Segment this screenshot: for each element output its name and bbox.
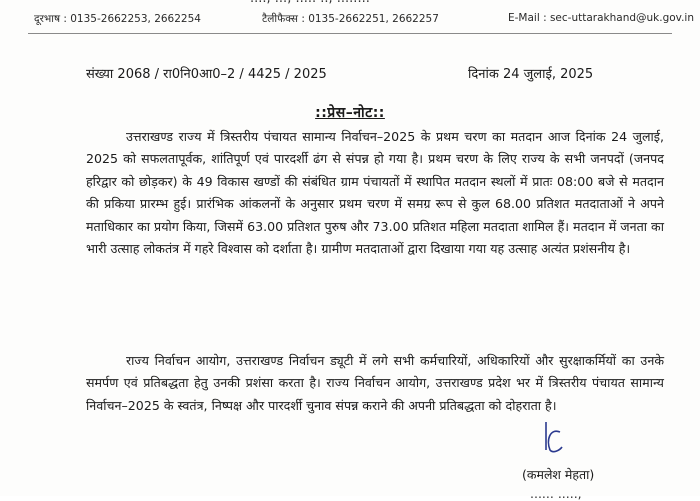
- signatory-designation-clipped: ...... .....,: [530, 486, 582, 501]
- contact-row: [0, 12, 700, 28]
- fax-numbers: टैलीफैक्स : 0135-2662251, 2662257: [262, 13, 439, 25]
- phone-numbers: दूरभाष : 0135-2662253, 2662254: [34, 13, 201, 25]
- paragraph-1-text: उत्तराखण्ड राज्य में त्रिस्तरीय पंचायत सामान्य निर्वाचन–2025 के प्रथम चरण का मतदान आज दिनांक 24 जुलाई, 2025 को सफलतापूर्वक, शांतिपूर्ण एवं पारदर्शी ढंग से संपन्न हो गया है। प्रथम चरण के लिए राज्य के सभी जनपदों (जनपद हरिद्वार को छोड़कर) के 49 विकास खण्डों की संबंधित ग्राम पंचायतों में स्थापित मतदान स्थलों में प्रातः 08:00 बजे से मतदान की प्रकिया प्रारम्भ हुई। प्रारंभिक आंकलनों के अनुसार प्रथम चरण में समग्र रूप से कुल 68.00 प्रतिशत मतदाताओं ने अपने मताधिकार का प्रयोग किया, जिसमें 63.00 प्रतिशत पुरुष और 73.00 प्रतिशत महिला मतदाता शामिल हैं। मतदान में जनता का भारी उत्साह लोकतंत्र में गहरे विश्वास को दर्शाता है। ग्रामीण मतदाताओं द्वारा दिखाया गया यह उत्साह अत्यंत प्रशंसनीय है।: [86, 129, 664, 257]
- reference-number: संख्या 2068 / रा0नि0आ0–2 / 4425 / 2025: [86, 67, 327, 82]
- paragraph-2-text: राज्य निर्वाचन आयोग, उत्तराखण्ड निर्वाचन ड्यूटी में लगे सभी कर्मचारियों, अधिकारियों और सुरक्षाकर्मियों का उनके समर्पण एवं प्रतिबद्धता हेतु उनकी प्रशंसा करता है। राज्य निर्वाचन आयोग, उत्तराखण्ड प्रदेश भर में त्रिस्तरीय पंचायत सामान्य निर्वाचन–2025 के स्वतंत्र, निष्पक्ष और पारदर्शी चुनाव संपन्न कराने की अपनी प्रतिबद्धता को दोहराता है।: [86, 353, 664, 413]
- handwritten-signature: [536, 420, 566, 460]
- header-divider: [28, 33, 672, 34]
- document-title: ::प्रेस–नोट::: [315, 105, 385, 121]
- signatory-name: (कमलेश मेहता): [522, 467, 595, 482]
- email-address: E-Mail : sec-uttarakhand@uk.gov.in: [508, 12, 694, 24]
- letterhead-address-clipped: [250, 0, 370, 6]
- paragraph-2: [86, 350, 664, 417]
- paragraph-1: [86, 126, 664, 260]
- document-date: दिनांक 24 जुलाई, 2025: [468, 67, 594, 82]
